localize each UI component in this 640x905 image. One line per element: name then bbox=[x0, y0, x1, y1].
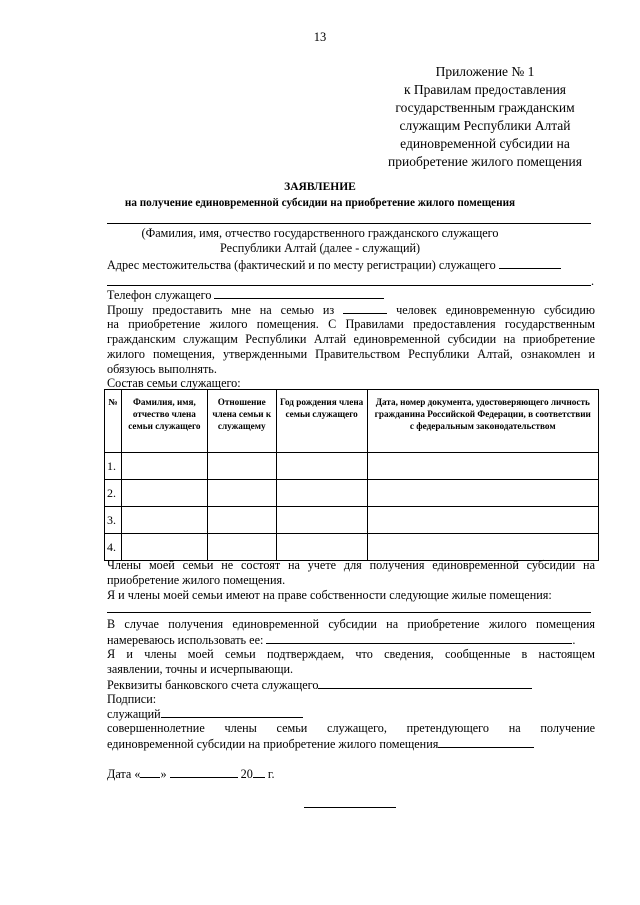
address-label bbox=[107, 257, 561, 273]
table-cell[interactable] bbox=[121, 480, 207, 507]
bank-details bbox=[107, 677, 532, 693]
bank-label: Реквизиты банковского счета служащего bbox=[107, 678, 319, 692]
adult-members-line-1: совершеннолетние члены семьи служащего, претендующего на получение bbox=[107, 721, 595, 735]
not-registered-line-1: Члены моей семьи не состоят на учете для получения единовременной субсидии на bbox=[107, 558, 595, 572]
address-fill-line-2[interactable] bbox=[107, 285, 591, 286]
name-fill-line[interactable] bbox=[107, 223, 591, 224]
request-line-4: жилого помещения, утвержденными Правительством Республики Алтай, ознакомлен и bbox=[107, 347, 595, 361]
table-cell[interactable] bbox=[276, 480, 367, 507]
table-cell[interactable] bbox=[121, 507, 207, 534]
table-cell[interactable] bbox=[367, 507, 598, 534]
date-close-quote: » bbox=[160, 767, 167, 781]
column-header-name: Фамилия, имя, отчество члена семьи служащего bbox=[121, 390, 207, 453]
table-cell[interactable] bbox=[207, 507, 276, 534]
employee-label: служащий bbox=[107, 707, 161, 721]
table-cell[interactable] bbox=[367, 480, 598, 507]
table-row bbox=[105, 507, 599, 534]
table-cell[interactable] bbox=[121, 534, 207, 561]
appendix-line: Приложение № 1 bbox=[435, 64, 535, 79]
row-number: 2. bbox=[105, 480, 122, 507]
table-header-row bbox=[105, 390, 599, 453]
not-registered-line-2: приобретение жилого помещения. bbox=[107, 573, 286, 587]
date-month-line[interactable] bbox=[170, 766, 238, 778]
row-number: 4. bbox=[105, 534, 122, 561]
name-caption: Республики Алтай (далее - служащий) bbox=[219, 241, 421, 255]
table-cell[interactable] bbox=[207, 534, 276, 561]
column-header-relation: Отношение члена семьи к служащему bbox=[207, 390, 276, 453]
appendix-line: государственным гражданским bbox=[395, 100, 575, 115]
table-cell[interactable] bbox=[367, 534, 598, 561]
phone-label-text: Телефон служащего bbox=[107, 288, 212, 302]
table-cell[interactable] bbox=[121, 453, 207, 480]
column-header-document: Дата, номер документа, удостоверяющего личность гражданина Российской Федерации, в соответствии с федеральным законодательством bbox=[367, 390, 598, 453]
date-year-prefix: 20 bbox=[240, 767, 253, 781]
intent-fill-line[interactable] bbox=[266, 632, 572, 644]
date-day-line[interactable] bbox=[140, 766, 160, 778]
request-line-2: на приобретение жилого помещения. С Правилами предоставления государственным bbox=[107, 317, 595, 331]
ownership-text: Я и члены моей семьи имеют на праве собственности следующие жилые помещения: bbox=[107, 588, 552, 602]
column-header-number: № bbox=[105, 390, 122, 453]
table-row bbox=[105, 534, 599, 561]
table-cell[interactable] bbox=[207, 480, 276, 507]
confirm-line-1: Я и члены моей семьи подтверждаем, что сведения, сообщенные в настоящем bbox=[107, 647, 595, 661]
adult-members-text: единовременной субсидии на приобретение жилого помещения bbox=[107, 737, 439, 751]
document-title: ЗАЯВЛЕНИЕ bbox=[284, 181, 356, 193]
table-cell[interactable] bbox=[207, 453, 276, 480]
ownership-fill-line[interactable] bbox=[107, 612, 591, 613]
employee-signature-line[interactable] bbox=[161, 706, 303, 718]
request-text: Прошу предоставить мне на семью из bbox=[107, 303, 335, 317]
appendix-line: приобретение жилого помещения bbox=[388, 154, 582, 169]
phone-fill-line[interactable] bbox=[214, 287, 384, 299]
row-number: 3. bbox=[105, 507, 122, 534]
date-prefix: Дата « bbox=[107, 767, 141, 781]
intent-line-1: В случае получения единовременной субсидии на приобретение жилого помещения bbox=[107, 617, 595, 631]
date-year-line[interactable] bbox=[253, 766, 265, 778]
intent-text: намереваюсь использовать ее: bbox=[107, 633, 264, 647]
address-fill-line[interactable] bbox=[499, 257, 561, 269]
appendix-line: к Правилам предоставления bbox=[403, 82, 567, 97]
name-caption: (Фамилия, имя, отчество государственного гражданского служащего bbox=[141, 226, 499, 240]
table-cell[interactable] bbox=[276, 507, 367, 534]
table-cell[interactable] bbox=[276, 534, 367, 561]
request-line-5: обязуюсь выполнять. bbox=[107, 362, 217, 376]
appendix-line: служащим Республики Алтай bbox=[399, 118, 571, 133]
appendix-line: единовременной субсидии на bbox=[400, 136, 570, 151]
request-line-3: гражданским служащим Республики Алтай единовременной субсидии на приобретение bbox=[107, 332, 595, 346]
document-subtitle: на получение единовременной субсидии на приобретение жилого помещения bbox=[124, 197, 516, 209]
bank-fill-line[interactable] bbox=[318, 677, 532, 689]
intent-line-2 bbox=[107, 632, 575, 648]
signatures-label: Подписи: bbox=[107, 692, 157, 706]
bottom-signature-line[interactable] bbox=[304, 807, 396, 808]
address-label-text: Адрес местожительства (фактический и по месту регистрации) служащего bbox=[107, 258, 496, 272]
table-row bbox=[105, 480, 599, 507]
phone-label bbox=[107, 287, 384, 303]
date-suffix: г. bbox=[267, 767, 275, 781]
adult-members-line-2 bbox=[107, 736, 534, 752]
intent-period: . bbox=[572, 633, 576, 647]
table-row bbox=[105, 453, 599, 480]
family-table bbox=[104, 389, 599, 561]
page-number: 13 bbox=[313, 30, 327, 44]
request-line-1 bbox=[107, 302, 595, 318]
family-label: Состав семьи служащего: bbox=[107, 376, 241, 390]
address-period: . bbox=[591, 274, 595, 288]
appendix-header bbox=[360, 63, 610, 171]
employee-signature bbox=[107, 706, 303, 722]
adult-members-signature-line[interactable] bbox=[438, 736, 534, 748]
table-cell[interactable] bbox=[367, 453, 598, 480]
request-text: человек единовременную субсидию bbox=[396, 303, 595, 317]
column-header-birth-year: Год рождения члена семьи служащего bbox=[276, 390, 367, 453]
family-size-fill-line[interactable] bbox=[343, 302, 387, 314]
table-cell[interactable] bbox=[276, 453, 367, 480]
confirm-line-2: заявлении, точны и исчерпывающи. bbox=[107, 662, 294, 676]
row-number: 1. bbox=[105, 453, 122, 480]
date-field bbox=[107, 766, 275, 782]
